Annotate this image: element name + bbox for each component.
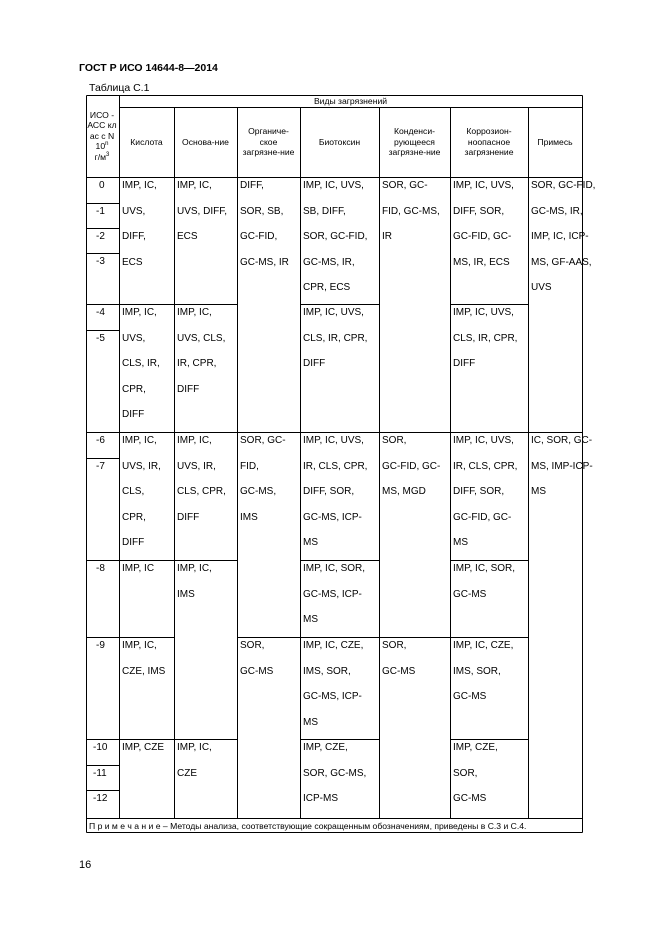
iso-class-value: -5 xyxy=(96,333,105,344)
table-cell-acid: IMP, IC, UVS, CLS, IR, CPR, DIFF xyxy=(122,307,160,421)
column-header-corrosive: Коррозион-ноопасное загрязнение xyxy=(464,126,514,158)
table-cell-biotoxin: IMP, IC, CZE, IMS, SOR, GC-MS, ICP- MS xyxy=(303,640,364,728)
contamination-types-header: Виды загрязнений xyxy=(313,95,388,106)
iso-class-value: -11 xyxy=(93,768,107,779)
table-cell-corrosive: IMP, IC, SOR, GC-MS xyxy=(453,563,516,600)
iso-unit-base: 10 xyxy=(95,141,106,152)
table-cell-biotoxin: IMP, CZE, SOR, GC-MS, ICP-MS xyxy=(303,742,367,805)
iso-class-header xyxy=(86,95,118,177)
table-cell-corrosive: IMP, IC, UVS, DIFF, SOR, GC-FID, GC- MS, IR, ECS xyxy=(453,180,514,268)
column-header-acid: Кислота xyxy=(130,136,163,147)
table-cell-corrosive: IMP, CZE, SOR, GC-MS xyxy=(453,742,498,805)
table-cell-organic: DIFF, SOR, SB, GC-FID, GC-MS, IR xyxy=(240,180,289,268)
table-cell-corrosive: IMP, IC, UVS, IR, CLS, CPR, DIFF, SOR, GC-FID, GC- MS xyxy=(453,435,518,549)
column-header-organic: Органиче-ское загрязне-ние xyxy=(242,126,295,158)
column-header-base: Основа-ние xyxy=(182,136,229,147)
table-cell-acid: IMP, IC, UVS, IR, CLS, CPR, DIFF xyxy=(122,435,161,549)
iso-class-value: -2 xyxy=(96,231,105,242)
table-cell-dopant: SOR, GC-FID, GC-MS, IR, IMP, IC, ICP- MS, GF-AAS, UVS xyxy=(531,180,596,294)
table-cell-base: IMP, IC, UVS, CLS, IR, CPR, DIFF xyxy=(177,307,226,395)
table-cell-corrosive: IMP, IC, UVS, CLS, IR, CPR, DIFF xyxy=(453,307,518,370)
column-header-biotoxin: Биотоксин xyxy=(318,136,361,147)
iso-unit-tail: г/м xyxy=(94,151,107,162)
column-header-condensable: Конденси-рующееся загрязне-ние xyxy=(388,126,441,158)
table-cell-corrosive: IMP, IC, CZE, IMS, SOR, GC-MS xyxy=(453,640,514,703)
table-caption: Таблица С.1 xyxy=(89,82,150,94)
iso-class-value: -3 xyxy=(96,256,105,267)
table-cell-base: IMP, IC, UVS, DIFF, ECS xyxy=(177,180,228,243)
table-cell-dopant: IC, SOR, GC- MS, IMP-ICP- MS xyxy=(531,435,593,498)
table-cell-base: IMP, IC, IMS xyxy=(177,563,212,600)
table-cell-base: IMP, IC, CZE xyxy=(177,742,212,779)
iso-unit-exp2: 3 xyxy=(106,151,110,158)
table-cell-biotoxin: IMP, IC, UVS, IR, CLS, CPR, DIFF, SOR, GC-MS, ICP- MS xyxy=(303,435,368,549)
iso-class-value: -4 xyxy=(96,307,105,318)
table-cell-condensable: SOR, GC- FID, GC-MS, IR xyxy=(382,180,440,243)
iso-class-value: -7 xyxy=(96,461,105,472)
iso-class-value: 0 xyxy=(99,180,105,191)
iso-class-value: -1 xyxy=(96,206,105,217)
iso-unit-exp: n xyxy=(105,141,109,148)
table-cell-base: IMP, IC, UVS, IR, CLS, CPR, DIFF xyxy=(177,435,226,523)
table-cell-biotoxin: IMP, IC, UVS, SB, DIFF, SOR, GC-FID, GC-MS, IR, CPR, ECS xyxy=(303,180,368,294)
iso-class-value: -10 xyxy=(93,742,108,753)
table-cell-condensable: SOR, GC-MS xyxy=(382,640,416,677)
table-cell-organic: SOR, GC- FID, GC-MS, IMS xyxy=(240,435,286,523)
iso-header-label: ИСО - АСС клас с N xyxy=(87,109,117,141)
table-cell-biotoxin: IMP, IC, SOR, GC-MS, ICP- MS xyxy=(303,563,366,626)
iso-class-value: -8 xyxy=(96,563,105,574)
table-cell-acid: IMP, IC, CZE, IMS xyxy=(122,640,166,677)
column-header-dopant: Примесь xyxy=(537,136,573,147)
table-cell-acid: IMP, CZE xyxy=(122,742,165,753)
table-cell-biotoxin: IMP, IC, UVS, CLS, IR, CPR, DIFF xyxy=(303,307,368,370)
table-cell-acid: IMP, IC, UVS, DIFF, ECS xyxy=(122,180,157,268)
table-note: П р и м е ч а н и е – Методы анализа, соответствующие сокращенным обозначениям, приведены в С.3 и С.4. xyxy=(89,821,527,831)
table-cell-acid: IMP, IC xyxy=(122,563,155,574)
iso-class-value: -9 xyxy=(96,640,105,651)
iso-class-value: -6 xyxy=(96,435,105,446)
document-header: ГОСТ Р ИСО 14644-8—2014 xyxy=(79,62,218,74)
table-cell-condensable: SOR, GC-FID, GC- MS, MGD xyxy=(382,435,441,498)
table-cell-organic: SOR, GC-MS xyxy=(240,640,274,677)
iso-class-value: -12 xyxy=(93,793,108,804)
page-number: 16 xyxy=(79,859,92,871)
